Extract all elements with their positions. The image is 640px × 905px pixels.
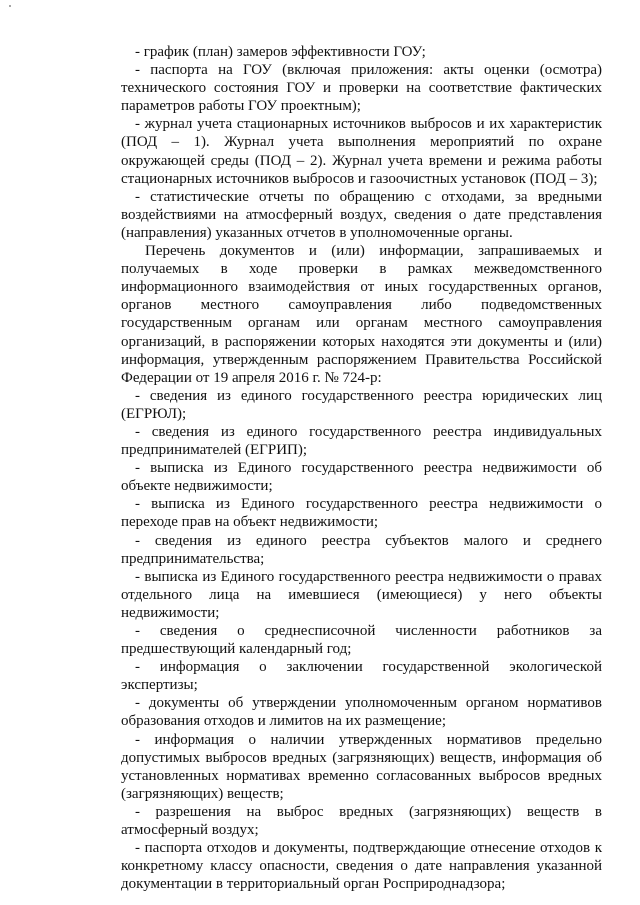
scan-speck xyxy=(9,5,11,7)
list-item-emission-norms: - информация о наличии утвержденных нормативов предельно допустимых выбросов вредных (загрязняющих) веществ, информация об установленных нормативах временно согласованных выбросов вредных (загрязняющих) веществ; xyxy=(121,731,602,802)
list-item-sme-registry: - сведения из единого реестра субъектов малого и среднего предпринимательства; xyxy=(121,532,602,567)
list-item-property-extract: - выписка из Единого государственного реестра недвижимости об объекте недвижимости; xyxy=(121,460,602,495)
list-item-waste-norms: - документы об утверждении уполномоченным органом нормативов образования отходов и лимитов на их размещение; xyxy=(121,695,602,730)
document-body xyxy=(121,43,602,893)
list-item-statistical-reports: - статистические отчеты по обращению с отходами, за вредными воздействиями на атмосферный воздух, сведения о дате представления (направления) указанных отчетов в уполномоченные органы. xyxy=(121,188,602,241)
list-item-measurement-schedule: - график (план) замеров эффективности ГОУ; xyxy=(135,44,426,60)
list-item-gou-passports: - паспорта на ГОУ (включая приложения: акты оценки (осмотра) технического состояния ГОУ и проверки на соответствие фактических параметров работы ГОУ проектным); xyxy=(121,62,602,115)
paragraph-interagency-documents: Перечень документов и (или) информации, запрашиваемых и получаемых в ходе проверки в рамках межведомственного информационного взаимодействия от иных государственных органов, органов местного самоуправления либо подведомственных государственным органам или органам местного самоуправления организаций, в распоряжении которых находятся эти документы и (или) информация, утвержденным распоряжением Правительства Российской Федерации от 19 апреля 2016 г. № 724-р: xyxy=(121,243,602,386)
list-item-ecological-expertise: - информация о заключении государственной экологической экспертизы; xyxy=(121,659,602,694)
list-item-individual-rights-extract: - выписка из Единого государственного реестра недвижимости о правах отдельного лица на имевшиеся (имеющиеся) у него объекты недвижимости; xyxy=(121,568,602,621)
list-item-rights-transfer-extract: - выписка из Единого государственного реестра недвижимости о переходе прав на объект недвижимости; xyxy=(121,496,602,531)
list-item-egrip: - сведения из единого государственного реестра индивидуальных предпринимателей (ЕГРИП); xyxy=(121,423,602,459)
list-item-waste-passports: - паспорта отходов и документы, подтверждающие отнесение отходов к конкретному классу опасности, сведения о дате направления указанной документации в территориальный орган Росприроднадзора; xyxy=(121,840,602,893)
list-item-emission-permits: - разрешения на выброс вредных (загрязняющих) веществ в атмосферный воздух; xyxy=(121,803,602,839)
list-item-headcount: - сведения о среднесписочной численности работников за предшествующий календарный год; xyxy=(121,623,602,658)
list-item-egrul: - сведения из единого государственного реестра юридических лиц (ЕГРЮЛ); xyxy=(121,387,602,422)
list-item-emission-journals: - журнал учета стационарных источников выбросов и их характеристик (ПОД – 1). Журнал учета выполнения мероприятий по охране окружающей среды (ПОД – 2). Журнал учета времени и режима работы стационарных источников выбросов и газоочистных установок (ПОД – 3); xyxy=(121,116,602,187)
